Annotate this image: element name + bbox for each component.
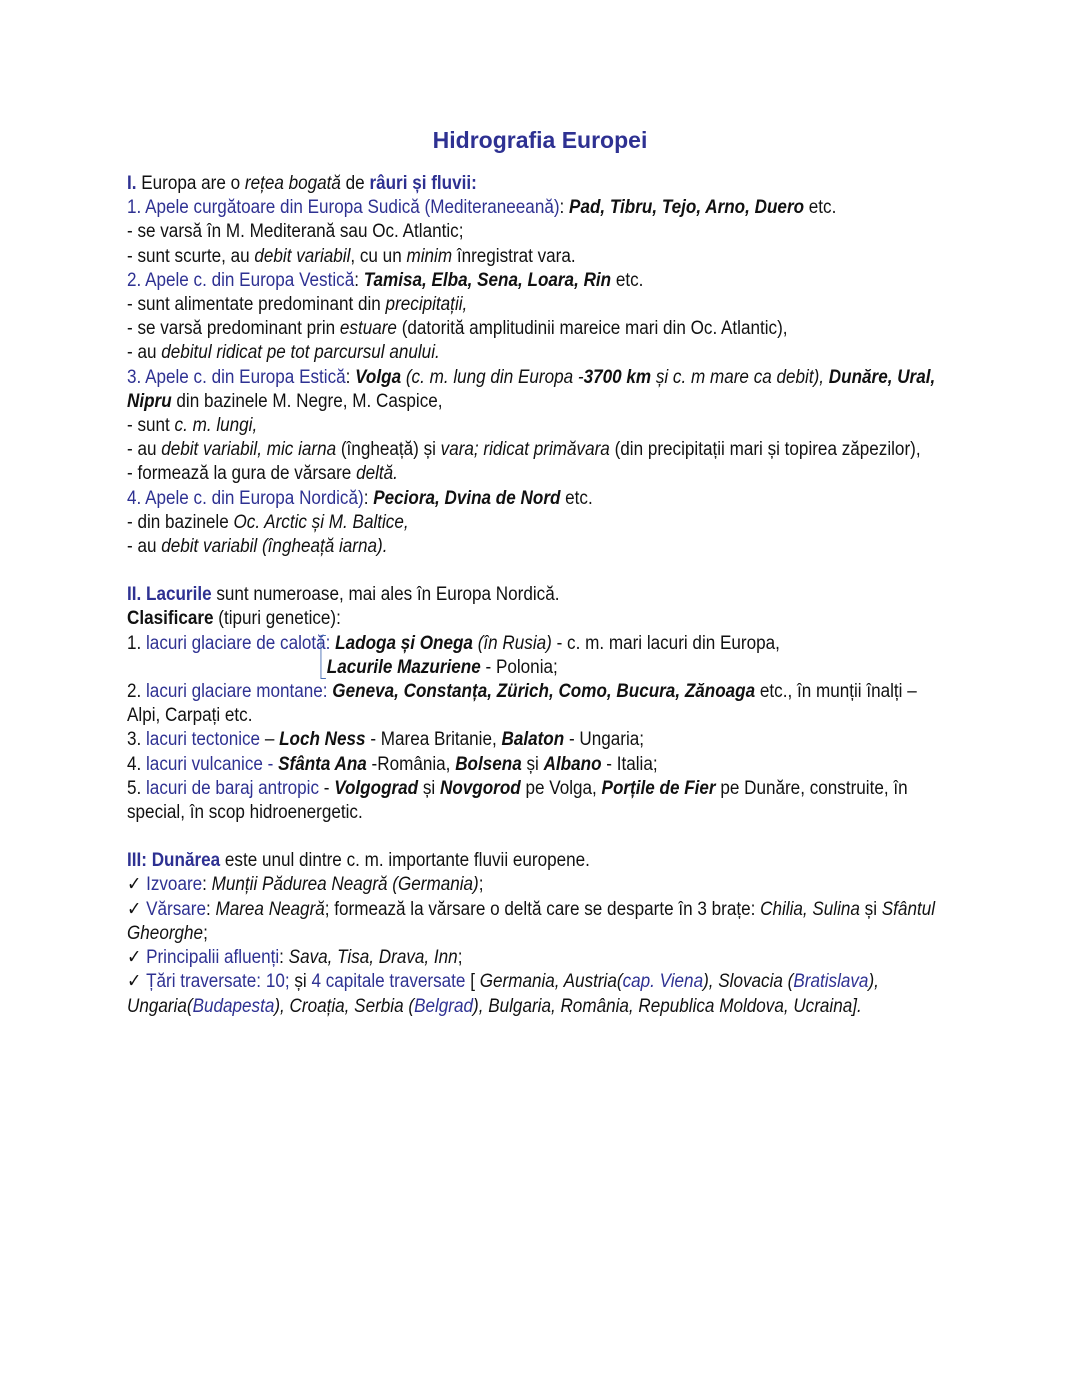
text: : xyxy=(363,487,374,509)
danube-tributaries xyxy=(127,946,957,970)
river-list: Tamisa, Elba, Sena, Loara, Rin xyxy=(363,269,612,291)
text: c. m. lungi, xyxy=(174,415,258,437)
danube-countries-cont xyxy=(127,995,957,1019)
text: Oc. Arctic și M. Baltice, xyxy=(233,511,409,533)
lake-names: Ladoga și Onega xyxy=(330,632,473,654)
subsection-north xyxy=(127,487,957,511)
subsection-label: 1. Apele curgătoare din Europa Sudică (Mediteraneeană) xyxy=(127,197,560,219)
text: - formează la gura de vărsare xyxy=(127,463,357,485)
lake-names: Volgograd xyxy=(334,777,419,799)
text: [ xyxy=(465,971,480,993)
danube-countries xyxy=(127,970,957,994)
spacer xyxy=(127,559,957,583)
subsection-label: 3. Apele c. din Europa Estică xyxy=(127,366,346,388)
bullet: - se varsă în M. Mediterană sau Oc. Atlantic; xyxy=(127,221,464,243)
section-3-heading xyxy=(127,849,957,873)
lake-type-label: lacuri tectonice xyxy=(146,729,261,751)
lake-type-5 xyxy=(127,777,957,801)
river-name: Volga xyxy=(355,366,402,388)
lake-names: Bolsena xyxy=(455,753,522,775)
text: și xyxy=(294,971,307,993)
lake-type-1 xyxy=(127,632,780,656)
text: și c. m mare ca debit), xyxy=(651,366,829,388)
text: înregistrat vara. xyxy=(452,245,576,267)
text: Clasificare xyxy=(127,608,214,630)
text: deltă. xyxy=(356,463,398,485)
item-label: Izvoare xyxy=(141,874,203,896)
text: din bazinele M. Negre, M. Caspice, xyxy=(171,390,443,412)
river-list: Pad, Tibru, Tejo, Arno, Duero xyxy=(569,197,805,219)
lake-names: Loch Ness xyxy=(279,729,366,751)
river-list: Dunăre, Ural, xyxy=(828,366,936,388)
capital-name: Budapesta xyxy=(192,995,275,1017)
capital-name: Bratislava xyxy=(793,971,869,993)
text: - Ungaria; xyxy=(564,729,645,751)
section-number: II. Lacurile xyxy=(127,584,212,606)
subsection-east-cont xyxy=(127,390,957,414)
subsection-east xyxy=(127,366,957,390)
glacial-calota-group xyxy=(127,632,780,680)
item-label: Vărsare xyxy=(141,898,206,920)
lake-names: Albano xyxy=(543,753,602,775)
text: etc., în munții înalți – xyxy=(755,681,917,703)
text: pe Dunăre, construite, în xyxy=(715,777,908,799)
text: Sfântul xyxy=(881,898,936,920)
text: debit variabil (îngheață iarna). xyxy=(161,536,388,558)
text: ; formează la vărsare o deltă care se desparte în 3 brațe: xyxy=(324,898,761,920)
lake-type-2-cont: Alpi, Carpați etc. xyxy=(127,705,253,727)
checkmark-icon: ✓ xyxy=(127,898,142,920)
text: (c. m. lung din Europa - xyxy=(401,366,584,388)
subsection-label: 4. Apele c. din Europa Nordică) xyxy=(127,487,364,509)
item-label: Țări traversate: 10; xyxy=(141,971,295,993)
text: Gheorghe xyxy=(127,922,204,944)
section-2-heading xyxy=(127,583,957,607)
lake-type-label: lacuri de baraj antropic xyxy=(146,777,320,799)
text: : xyxy=(354,269,364,291)
text: vara; ridicat primăvara xyxy=(440,439,610,461)
bullet xyxy=(127,293,957,317)
lake-type-3 xyxy=(127,728,957,752)
text: 3. xyxy=(127,729,147,751)
bullet xyxy=(127,438,957,462)
text: Sava, Tisa, Drava, Inn xyxy=(288,947,458,969)
text: ), Slovacia ( xyxy=(703,971,794,993)
text: estuare xyxy=(339,318,397,340)
text: și xyxy=(859,898,882,920)
text: etc. xyxy=(804,197,837,219)
text: : xyxy=(205,898,216,920)
lake-type-label: lacuri glaciare montane: xyxy=(146,681,328,703)
lake-names: Sfânta Ana xyxy=(278,753,367,775)
text: -România, xyxy=(366,753,456,775)
bracket-mark xyxy=(321,635,326,679)
text: ; xyxy=(457,947,463,969)
text: sunt numeroase, mai ales în Europa Nordică. xyxy=(211,584,560,606)
text: (îngheață) și xyxy=(336,439,441,461)
text: rețea bogată xyxy=(244,173,341,194)
text: Marea Neagră xyxy=(215,898,325,920)
text: de xyxy=(340,173,370,194)
text: precipitații, xyxy=(385,294,468,316)
lake-names: Novgorod xyxy=(439,777,521,799)
subsection-west xyxy=(127,269,957,293)
checkmark-icon: ✓ xyxy=(127,874,142,896)
lake-names: Balaton xyxy=(501,729,565,751)
subsection-south xyxy=(127,196,957,220)
lake-type-label: lacuri glaciare de calotă: xyxy=(146,632,331,654)
text: ), xyxy=(868,971,879,993)
bullet xyxy=(127,414,957,438)
bullet xyxy=(127,511,957,535)
text: - au xyxy=(127,536,162,558)
text: este unul dintre c. m. importante fluvii europene. xyxy=(220,850,590,872)
text: : xyxy=(559,197,570,219)
danube-sources xyxy=(127,873,957,897)
bullet xyxy=(127,535,957,559)
lake-names: Porțile de Fier xyxy=(601,777,716,799)
page-title: Hidrografia Europei xyxy=(432,127,648,153)
text: - c. m. mari lacuri din Europa, xyxy=(551,632,780,654)
text: : xyxy=(202,874,212,896)
text: etc. xyxy=(560,487,593,509)
section-1-heading xyxy=(127,172,957,196)
text: Munții Pădurea Neagră (Germania) xyxy=(211,874,479,896)
text: debitul ridicat pe tot parcursul anului. xyxy=(161,342,440,364)
text: Chilia, Sulina xyxy=(760,898,860,920)
text: - sunt alimentate predominant din xyxy=(127,294,386,316)
section-number: III: Dunărea xyxy=(127,850,221,872)
text: minim xyxy=(406,245,453,267)
capital-name: Belgrad xyxy=(414,995,474,1017)
text: și xyxy=(521,753,544,775)
text: Ungaria( xyxy=(127,995,193,1017)
section-number: I. xyxy=(127,173,137,194)
text: 2. xyxy=(127,681,147,703)
text: 1. xyxy=(127,632,147,654)
text: - Italia; xyxy=(601,753,658,775)
spacer xyxy=(127,825,957,849)
lake-type-4 xyxy=(127,753,957,777)
river-name: Nipru xyxy=(127,390,172,412)
text: (tipuri genetice): xyxy=(213,608,341,630)
text: ; xyxy=(478,874,484,896)
text: 5. xyxy=(127,777,147,799)
text: ), Bulgaria, România, Republica Moldova, Ucraina]. xyxy=(473,995,862,1017)
danube-mouth-cont xyxy=(127,922,957,946)
text: - sunt xyxy=(127,415,175,437)
item-label: Principalii afluenți xyxy=(141,947,280,969)
lake-type-2 xyxy=(127,680,957,704)
text: debit variabil xyxy=(254,245,351,267)
text: Europa are o xyxy=(136,173,245,194)
text: ; xyxy=(203,922,208,944)
text: ), Croația, Serbia ( xyxy=(274,995,415,1017)
text: debit variabil, mic iarna xyxy=(161,439,337,461)
lake-names: Lacurile Mazuriene xyxy=(326,656,481,678)
lake-names: Geneva, Constanța, Zürich, Como, Bucura, Zănoaga xyxy=(327,681,756,703)
text: 3700 km xyxy=(583,366,652,388)
checkmark-icon: ✓ xyxy=(127,947,142,969)
lake-type-1-cont xyxy=(127,656,780,680)
text: - Marea Britanie, xyxy=(365,729,502,751)
text: pe Volga, xyxy=(520,777,602,799)
text: (din precipitații mari și topirea zăpezilor), xyxy=(609,439,921,461)
text: : xyxy=(345,366,356,388)
document-body xyxy=(127,172,957,1019)
text: - sunt scurte, au xyxy=(127,245,255,267)
bullet xyxy=(127,245,957,269)
capital-name: cap. Viena xyxy=(622,971,704,993)
classification-heading xyxy=(127,607,957,631)
text: - au xyxy=(127,439,162,461)
bullet xyxy=(127,341,957,365)
item-label: 4 capitale traversate xyxy=(306,971,466,993)
text: (datorită amplitudinii mareice mari din Oc. Atlantic), xyxy=(396,318,788,340)
text: - din bazinele xyxy=(127,511,234,533)
lake-type-label: lacuri vulcanice - xyxy=(146,753,279,775)
river-list: Peciora, Dvina de Nord xyxy=(373,487,561,509)
text: (în Rusia) xyxy=(472,632,552,654)
text: - Polonia; xyxy=(480,656,558,678)
text: - au xyxy=(127,342,162,364)
text: : xyxy=(279,947,289,969)
lake-type-5-cont: special, în scop hidroenergetic. xyxy=(127,802,363,824)
text: etc. xyxy=(611,269,644,291)
text: 4. xyxy=(127,753,147,775)
bullet xyxy=(127,317,957,341)
text: și xyxy=(418,777,440,799)
text: Germania, Austria( xyxy=(479,971,623,993)
text: , cu un xyxy=(350,245,407,267)
checkmark-icon: ✓ xyxy=(127,971,142,993)
text: - se varsă predominant prin xyxy=(127,318,340,340)
bullet xyxy=(127,462,957,486)
text: - xyxy=(319,777,335,799)
danube-mouth xyxy=(127,898,957,922)
subsection-label: 2. Apele c. din Europa Vestică xyxy=(127,269,355,291)
text: râuri și fluvii: xyxy=(369,173,477,194)
text: – xyxy=(260,729,280,751)
